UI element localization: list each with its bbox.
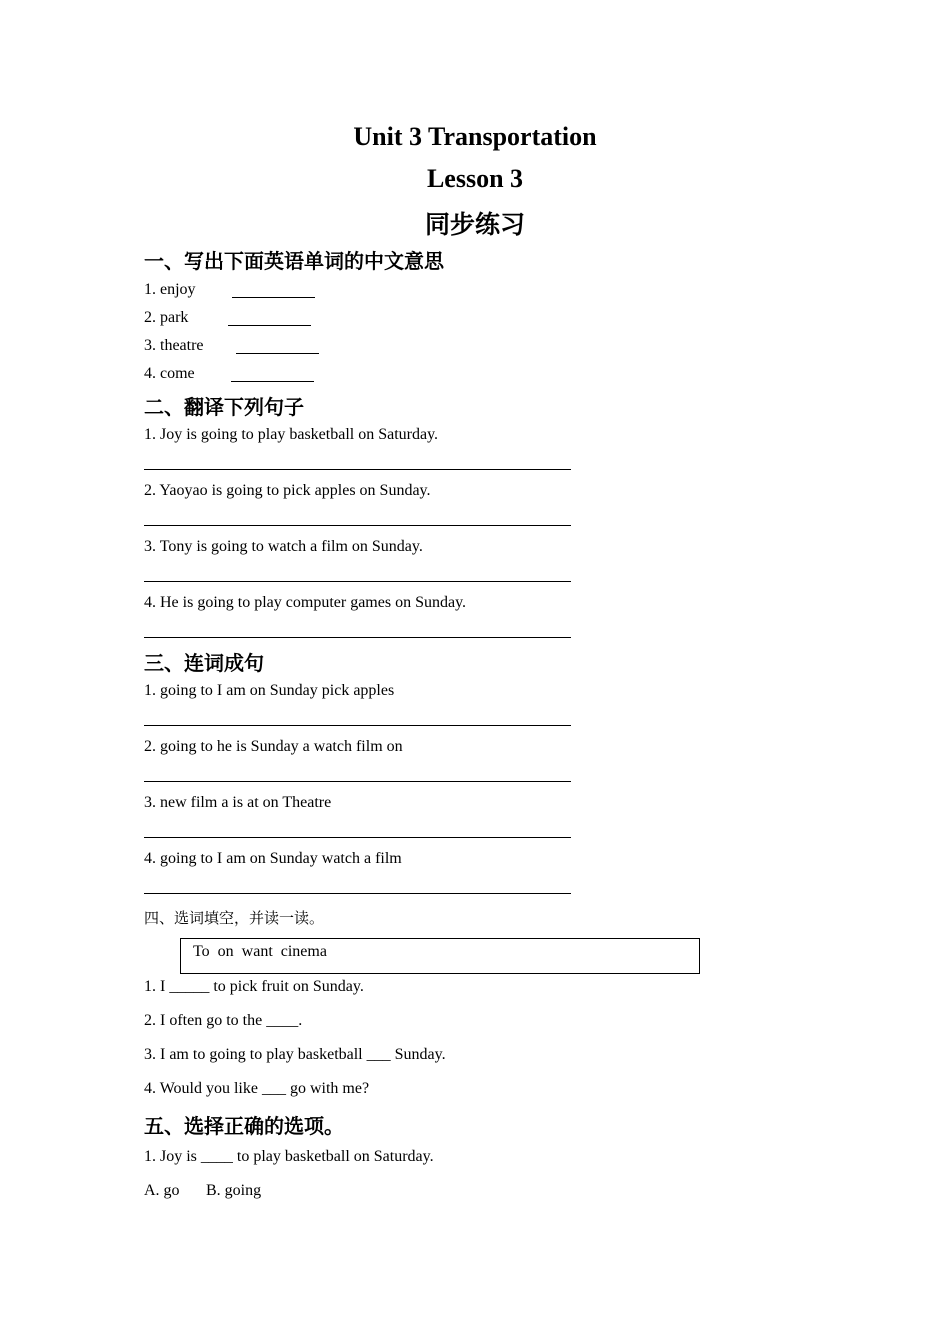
section-4-heading: 四、选词填空，并读一读。 bbox=[144, 909, 325, 927]
answer-blank[interactable] bbox=[228, 311, 311, 326]
vocab-item: 1. enjoy bbox=[144, 281, 196, 298]
sentence-item: 3. Tony is going to watch a film on Sunday. bbox=[144, 538, 423, 555]
answer-blank[interactable] bbox=[232, 283, 315, 298]
choice-option-b[interactable]: B. going bbox=[206, 1182, 262, 1199]
page-subtitle: 同步练习 bbox=[424, 210, 525, 239]
section-5-heading: 五、选择正确的选项。 bbox=[144, 1114, 344, 1138]
vocab-item: 3. theatre bbox=[144, 337, 204, 354]
section-1-heading: 一、写出下面英语单词的中文意思 bbox=[144, 249, 444, 273]
answer-line[interactable] bbox=[144, 781, 571, 782]
answer-line[interactable] bbox=[144, 637, 571, 638]
fill-blank-item: 4. Would you like ___ go with me? bbox=[144, 1080, 370, 1097]
answer-line[interactable] bbox=[144, 837, 571, 838]
vocab-item: 4. come bbox=[144, 365, 195, 382]
word-order-item: 1. going to I am on Sunday pick apples bbox=[144, 682, 395, 699]
answer-blank[interactable] bbox=[231, 367, 314, 382]
vocab-item: 2. park bbox=[144, 309, 189, 326]
word-bank: To on want cinema bbox=[193, 943, 327, 960]
word-order-item: 2. going to he is Sunday a watch film on bbox=[144, 738, 403, 755]
fill-blank-item: 2. I often go to the ____. bbox=[144, 1012, 303, 1029]
answer-blank[interactable] bbox=[236, 339, 319, 354]
sentence-item: 4. He is going to play computer games on Sunday. bbox=[144, 594, 467, 611]
sentence-item: 2. Yaoyao is going to pick apples on Sunday. bbox=[144, 482, 431, 499]
fill-blank-item: 1. I _____ to pick fruit on Sunday. bbox=[144, 978, 364, 995]
fill-blank-item: 3. I am to going to play basketball ___ Sunday. bbox=[144, 1046, 446, 1063]
word-bank-box bbox=[180, 938, 700, 974]
word-order-item: 3. new film a is at on Theatre bbox=[144, 794, 332, 811]
section-3-heading: 三、连词成句 bbox=[144, 651, 264, 675]
answer-line[interactable] bbox=[144, 469, 571, 470]
choice-question: 1. Joy is ____ to play basketball on Saturday. bbox=[144, 1148, 434, 1165]
choice-option-a[interactable]: A. go bbox=[144, 1182, 180, 1199]
sentence-item: 1. Joy is going to play basketball on Saturday. bbox=[144, 426, 439, 443]
page-title: Unit 3 Transportation bbox=[353, 122, 597, 151]
word-order-item: 4. going to I am on Sunday watch a film bbox=[144, 850, 402, 867]
answer-line[interactable] bbox=[144, 893, 571, 894]
lesson-title: Lesson 3 bbox=[426, 164, 524, 193]
answer-line[interactable] bbox=[144, 725, 571, 726]
section-2-heading: 二、翻译下列句子 bbox=[144, 395, 304, 419]
answer-line[interactable] bbox=[144, 581, 571, 582]
answer-line[interactable] bbox=[144, 525, 571, 526]
